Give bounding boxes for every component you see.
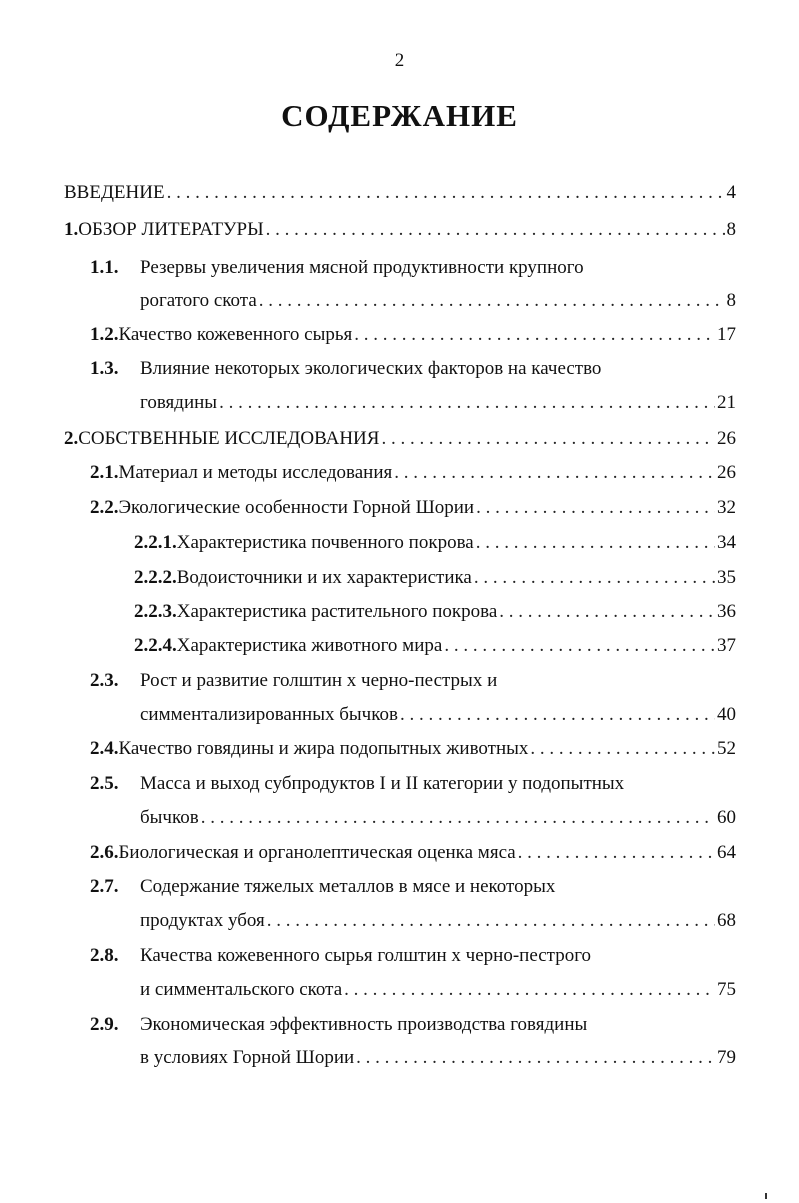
toc-leader [499, 597, 715, 627]
toc-number: 1. [64, 219, 79, 240]
toc-entry-1-1-cont [140, 286, 736, 316]
toc-number: 1.2. [90, 324, 119, 345]
toc-number: 2.2. [90, 497, 119, 518]
toc-label: Масса и выход субпродуктов I и II категории у подопытных [140, 773, 625, 794]
toc-entry-2-2-2 [134, 563, 736, 593]
toc-leader [266, 215, 725, 245]
toc-entry-2-1 [90, 458, 736, 488]
toc-page: 60 [717, 807, 736, 828]
toc-entry-1-2 [90, 320, 736, 350]
toc-page: 17 [717, 324, 736, 345]
toc-label: Биологическая и органолептическая оценка мяса [118, 842, 516, 863]
toc-entry-2 [64, 424, 736, 454]
toc-entry-2-7 [90, 872, 736, 902]
toc-leader [356, 1043, 715, 1073]
toc-leader [476, 493, 715, 523]
toc-number: 2.9. [90, 1014, 119, 1035]
toc-entry-2-6 [90, 838, 736, 868]
toc-label: Характеристика растительного покрова [176, 601, 498, 622]
toc-number: 2.6. [90, 842, 119, 863]
toc-number: 2.2.1. [134, 532, 177, 553]
toc-label: бычков [140, 807, 199, 828]
toc-entry-2-2-4 [134, 631, 736, 661]
toc-label: ВВЕДЕНИЕ [64, 182, 165, 203]
toc-label: Экологические особенности Горной Шории [118, 497, 475, 518]
toc-label: Содержание тяжелых металлов в мясе и некоторых [140, 876, 556, 897]
toc-page: 26 [717, 462, 736, 483]
toc-page: 64 [717, 842, 736, 863]
toc-number: 2.3. [90, 670, 119, 691]
toc-page: 21 [717, 392, 736, 413]
toc-page: 4 [726, 182, 736, 203]
toc-number: 2.5. [90, 773, 119, 794]
scan-speck [765, 1193, 767, 1199]
toc-label: Характеристика почвенного покрова [176, 532, 474, 553]
toc-entry-intro [64, 178, 736, 208]
toc-page: 68 [717, 910, 736, 931]
toc-entry-2-2-1 [134, 528, 736, 558]
toc-label: Качество говядины и жира подопытных животных [118, 738, 529, 759]
page-number: 2 [394, 50, 405, 71]
toc-label: Материал и методы исследования [118, 462, 393, 483]
toc-entry-2-9-cont [140, 1043, 736, 1073]
toc-entry-2-9 [90, 1010, 736, 1040]
toc-entry-1-3 [90, 354, 736, 384]
toc-number: 2.8. [90, 945, 119, 966]
toc-label: Рост и развитие голштин х черно-пестрых и [140, 670, 498, 691]
toc-leader [219, 388, 715, 418]
toc-label: и симментальского скота [140, 979, 343, 1000]
toc-entry-1 [64, 215, 736, 245]
toc-leader [354, 320, 715, 350]
toc-number: 2.2.4. [134, 635, 177, 656]
toc-label: Качества кожевенного сырья голштин х черно-пестрого [140, 945, 592, 966]
toc-leader [474, 563, 715, 593]
toc-number: 1.1. [90, 257, 119, 278]
toc-entry-2-5-cont [140, 803, 736, 833]
toc-label: в условиях Горной Шории [140, 1047, 355, 1068]
toc-label: Характеристика животного мира [176, 635, 443, 656]
toc-entry-2-7-cont [140, 906, 736, 936]
toc-number: 2.2.2. [134, 567, 177, 588]
toc-label: СОБСТВЕННЫЕ ИССЛЕДОВАНИЯ [78, 428, 380, 449]
toc-entry-2-4 [90, 734, 736, 764]
toc-entry-2-2-3 [134, 597, 736, 627]
toc-leader [400, 700, 715, 730]
toc-label: Влияние некоторых экологических факторов на качество [140, 358, 602, 379]
toc-label: ОБЗОР ЛИТЕРАТУРЫ [78, 219, 264, 240]
toc-label: симментализированных бычков [140, 704, 398, 725]
toc-entry-2-3 [90, 666, 736, 696]
toc-leader [344, 975, 715, 1005]
toc-leader [167, 178, 725, 208]
toc-page: 34 [717, 532, 736, 553]
toc-leader [530, 734, 715, 764]
toc-label: говядины [140, 392, 218, 413]
toc-leader [394, 458, 715, 488]
toc-entry-2-8 [90, 941, 736, 971]
toc-number: 2.1. [90, 462, 119, 483]
toc-leader [476, 528, 715, 558]
toc-page: 26 [717, 428, 736, 449]
toc-page: 35 [717, 567, 736, 588]
toc-page: 40 [717, 704, 736, 725]
toc-page: 79 [717, 1047, 736, 1068]
toc-label: Резервы увеличения мясной продуктивности крупного [140, 257, 584, 278]
toc-entry-2-2 [90, 493, 736, 523]
page-title: СОДЕРЖАНИЕ [281, 98, 518, 133]
toc-page: 75 [717, 979, 736, 1000]
toc-entry-2-3-cont [140, 700, 736, 730]
toc-number: 2.7. [90, 876, 119, 897]
toc-leader [201, 803, 715, 833]
toc-label: Водоисточники и их характеристика [176, 567, 472, 588]
toc-page: 8 [726, 219, 736, 240]
toc-entry-1-1 [90, 253, 736, 283]
toc-number: 2.4. [90, 738, 119, 759]
toc-number: 2. [64, 428, 79, 449]
toc-entry-2-5 [90, 769, 736, 799]
toc-number: 2.2.3. [134, 601, 177, 622]
toc-page: 32 [717, 497, 736, 518]
toc-label: Качество кожевенного сырья [118, 324, 353, 345]
toc-page: 37 [717, 635, 736, 656]
toc-leader [259, 286, 725, 316]
toc-page: 36 [717, 601, 736, 622]
toc-page: 52 [717, 738, 736, 759]
toc-entry-2-8-cont [140, 975, 736, 1005]
toc-leader [381, 424, 715, 454]
toc-label: продуктах убоя [140, 910, 265, 931]
toc-leader [444, 631, 715, 661]
toc-label: рогатого скота [140, 290, 257, 311]
toc-page: 8 [726, 290, 736, 311]
toc-number: 1.3. [90, 358, 119, 379]
toc-label: Экономическая эффективность производства говядины [140, 1014, 588, 1035]
toc-leader [267, 906, 715, 936]
toc-entry-1-3-cont [140, 388, 736, 418]
toc-leader [518, 838, 715, 868]
